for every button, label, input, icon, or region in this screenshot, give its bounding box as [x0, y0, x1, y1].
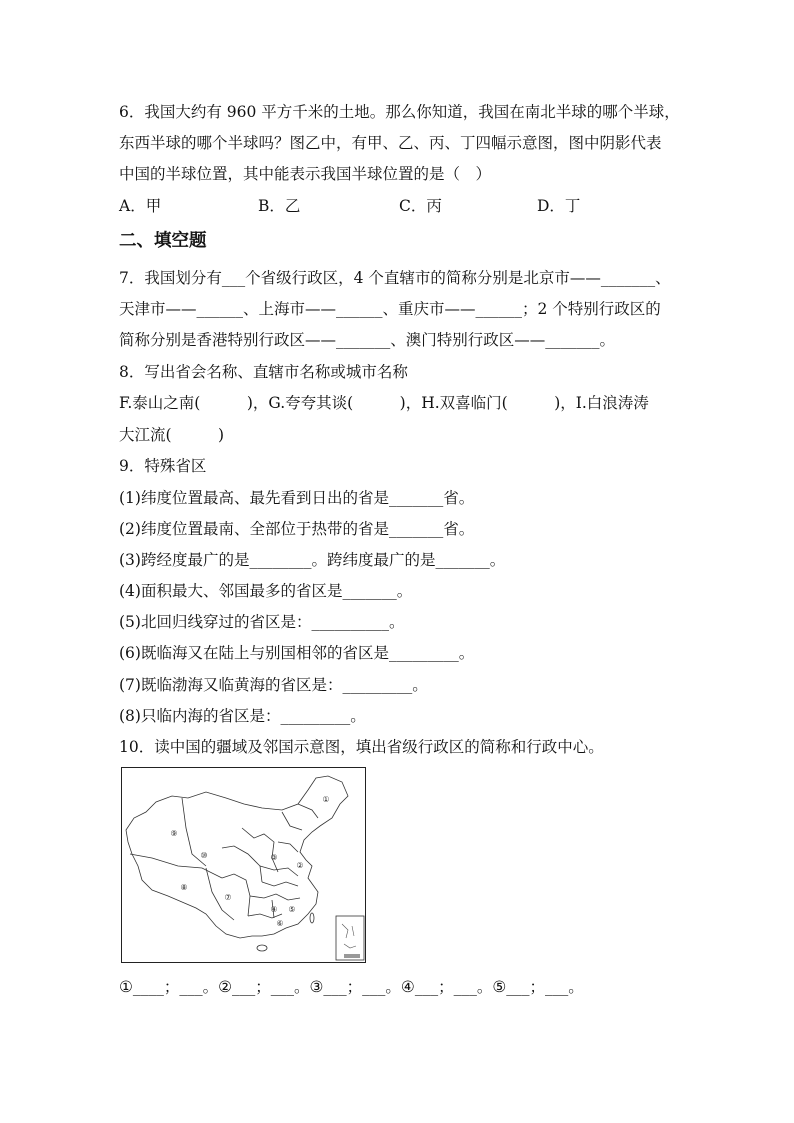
q9-item-5: (5)北回归线穿过的省区是：__________。	[119, 613, 405, 631]
q6-line-3: 中国的半球位置，其中能表示我国半球位置的是（ ）	[119, 165, 492, 183]
q9-item-2: (2)纬度位置最南、全部位于热带的省是_______省。	[119, 520, 475, 538]
taiwan-island	[310, 913, 314, 923]
q6-line-1: 6．我国大约有 960 平方千米的土地。那么你知道，我国在南北半球的哪个半球，	[119, 103, 680, 121]
map-label-5: ⑤	[288, 905, 296, 914]
q9-item-4: (4)面积最大、邻国最多的省区是_______。	[119, 582, 413, 600]
q7-line-1: 7．我国划分有___个省级行政区，4 个直辖市的简称分别是北京市——_______、	[119, 269, 671, 287]
q8-line-3: 大江流( )	[119, 426, 225, 444]
q6-options	[119, 196, 719, 216]
hainan-island	[257, 945, 267, 951]
map-label-10: ⑩	[200, 851, 208, 860]
q10-answer-line: ①____；___。②___；___。③___；___。④___；___。⑤___；___。	[119, 978, 584, 996]
q6-option-c[interactable]: C．丙	[399, 197, 442, 215]
map-label-6: ⑥	[276, 919, 284, 928]
map-label-1: ①	[322, 795, 330, 804]
q9-title: 9．特殊省区	[119, 457, 207, 475]
q6-line-2: 东西半球的哪个半球吗？图乙中，有甲、乙、丙、丁四幅示意图，图中阴影代表	[119, 134, 662, 152]
q8-line-2: F.泰山之南( )，G.夸夸其谈( )，H.双喜临门( )，I.白浪涛涛	[119, 394, 649, 412]
map-label-8: ⑧	[180, 883, 188, 892]
q7-line-2: 天津市——______、上海市——______、重庆市——______；2 个特别行政区的	[119, 300, 661, 318]
q6-option-d[interactable]: D．丁	[537, 197, 581, 215]
map-label-3: ③	[270, 853, 278, 862]
q9-item-8: (8)只临内海的省区是：_________。	[119, 707, 366, 725]
q7-line-3: 简称分别是香港特别行政区——_______、澳门特别行政区——_______。	[119, 331, 616, 349]
map-label-9: ⑨	[170, 829, 178, 838]
map-label-4: ④	[270, 905, 278, 914]
map-label-2: ②	[296, 861, 304, 870]
q8-line-1: 8．写出省会名称、直辖市名称或城市名称	[119, 363, 408, 381]
q10-title: 10．读中国的疆域及邻国示意图，填出省级行政区的简称和行政中心。	[119, 738, 604, 756]
q6-option-a[interactable]: A．甲	[119, 197, 162, 215]
china-map-drawing	[122, 768, 365, 962]
q9-item-7: (7)既临渤海又临黄海的省区是：_________。	[119, 676, 428, 694]
map-label-7: ⑦	[224, 893, 232, 902]
section-heading: 二、填空题	[119, 231, 207, 251]
q9-item-1: (1)纬度位置最高、最先看到日出的省是_______省。	[119, 489, 475, 507]
q9-item-3: (3)跨经度最广的是________。跨纬度最广的是_______。	[119, 551, 506, 569]
china-outline	[126, 776, 348, 938]
china-map	[121, 767, 366, 963]
south-china-sea-inset	[336, 916, 364, 960]
q6-option-b[interactable]: B．乙	[258, 197, 301, 215]
q9-item-6: (6)既临海又在陆上与别国相邻的省区是_________。	[119, 644, 475, 662]
